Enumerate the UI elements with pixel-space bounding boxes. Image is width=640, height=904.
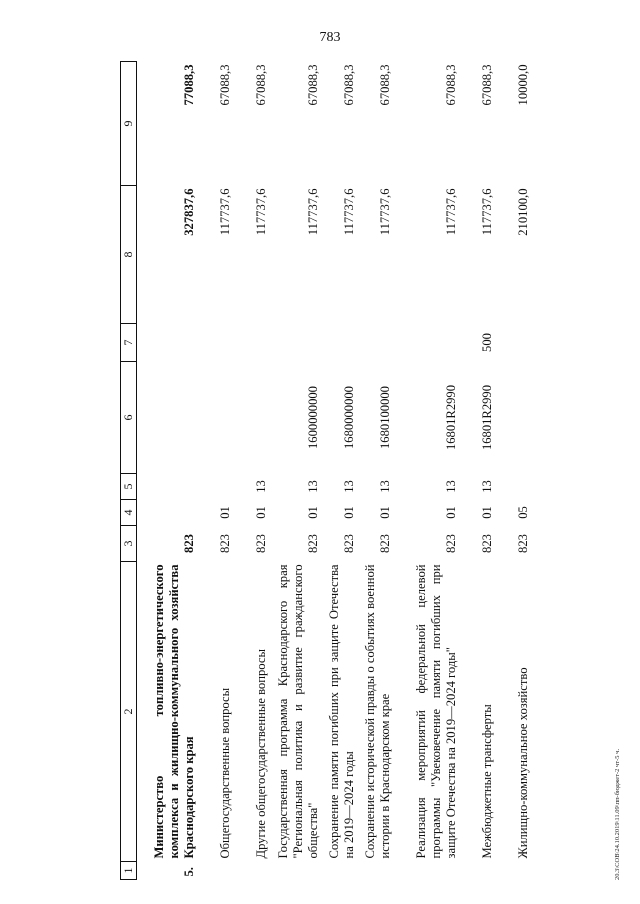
row-number	[324, 862, 360, 880]
row-code-7: 500	[480, 333, 495, 352]
row-name: Межбюджетные трансферты	[480, 704, 495, 859]
row-code-3: 823	[516, 534, 531, 553]
row-code-4: 01	[378, 506, 393, 519]
row-code-6: 16801R2990	[444, 384, 459, 451]
row-code-5: 13	[480, 480, 495, 493]
column-header: 8	[121, 186, 137, 324]
row-code-4: 01	[218, 506, 233, 519]
row-code-6: 16801R2990	[480, 384, 495, 451]
row-code-5: 13	[444, 480, 459, 493]
row-code-7	[360, 324, 396, 362]
row-amount-9: 10000,0	[516, 64, 531, 106]
row-amount-9: 67088,3	[341, 64, 356, 106]
table-row	[237, 62, 273, 880]
row-code-6	[237, 362, 273, 474]
row-amount-8: 117737,6	[480, 188, 495, 236]
row-code-6	[201, 362, 237, 474]
table-row	[462, 62, 498, 880]
row-code-7	[324, 324, 360, 362]
row-code-5: 13	[341, 480, 356, 493]
row-name: Жилищно-коммунальное хозяйство	[516, 667, 531, 859]
row-amount-9: 67088,3	[378, 64, 393, 106]
row-code-4: 01	[480, 506, 495, 519]
row-amount-9: 67088,3	[254, 64, 269, 106]
row-code-6: 1600000000	[305, 386, 320, 449]
row-code-5	[137, 474, 201, 500]
page-number: 783	[319, 30, 341, 45]
row-number	[201, 862, 237, 880]
row-name: Другие общегосударственные вопросы	[254, 649, 269, 859]
table-header-row	[121, 62, 137, 880]
row-code-6: 1680100000	[378, 386, 393, 449]
table-row	[137, 62, 201, 880]
row-code-3: 823	[480, 534, 495, 553]
row-amount-8: 117737,6	[378, 188, 393, 236]
row-amount-9: 67088,3	[444, 64, 459, 106]
column-header: 3	[121, 526, 137, 562]
column-header: 7	[121, 324, 137, 362]
row-code-7	[237, 324, 273, 362]
row-amount-9: 77088,3	[182, 64, 197, 106]
row-code-3: 823	[341, 534, 356, 553]
row-number	[273, 862, 324, 880]
row-amount-8: 117737,6	[444, 188, 459, 236]
row-amount-8: 117737,6	[305, 188, 320, 236]
row-number	[396, 862, 462, 880]
row-number	[462, 862, 498, 880]
table-row	[324, 62, 360, 880]
row-code-3: 823	[444, 534, 459, 553]
row-code-5	[201, 474, 237, 500]
row-name: Государственная программа Краснодарского края "Региональная политика и развитие гражданского общества"	[275, 564, 320, 859]
row-code-7	[396, 324, 462, 362]
row-amount-8: 117737,6	[254, 188, 269, 236]
row-code-5: 13	[254, 480, 269, 493]
row-code-3: 823	[378, 534, 393, 553]
budget-table-container	[120, 62, 604, 880]
row-name: Реализация мероприятий федеральной целевой программы "Увековечение памяти погибших при защите Отечества на 2019—2024 годы"	[413, 564, 459, 859]
row-code-7	[273, 324, 324, 362]
row-number: 5.	[182, 867, 197, 877]
document-footer-code: 20.3\СОВ\24.10.2019\11.09\пп-бюджет-2 чт-5 ч.	[614, 748, 621, 880]
row-number	[498, 862, 534, 880]
column-header: 1	[121, 862, 137, 880]
row-code-3: 823	[305, 534, 320, 553]
row-code-5	[498, 474, 534, 500]
row-code-7	[498, 324, 534, 362]
row-code-7	[201, 324, 237, 362]
row-amount-9: 67088,3	[305, 64, 320, 106]
row-code-3: 823	[254, 534, 269, 553]
row-code-4: 01	[444, 506, 459, 519]
row-code-6: 1680000000	[341, 386, 356, 449]
row-code-7	[137, 324, 201, 362]
row-code-6	[137, 362, 201, 474]
row-code-4	[137, 500, 201, 526]
row-name: Министерство топливно-энергетического комплекса и жилищно-коммунального хозяйства Краснодарского края	[152, 564, 197, 859]
row-code-5: 13	[378, 480, 393, 493]
row-amount-8: 117737,6	[341, 188, 356, 236]
row-amount-9: 67088,3	[218, 64, 233, 106]
row-code-3: 823	[218, 534, 233, 553]
table-row	[396, 62, 462, 880]
row-code-6	[498, 362, 534, 474]
row-name: Сохранение памяти погибших при защите Отечества на 2019—2024 годы	[326, 564, 356, 859]
row-name: Общегосударственные вопросы	[218, 687, 233, 859]
row-code-4: 01	[341, 506, 356, 519]
row-amount-8: 210100,0	[516, 188, 531, 236]
column-header: 4	[121, 500, 137, 526]
row-code-4: 01	[254, 506, 269, 519]
table-row	[360, 62, 396, 880]
row-amount-8: 327837,6	[182, 188, 197, 236]
column-header: 5	[121, 474, 137, 500]
row-amount-8: 117737,6	[218, 188, 233, 236]
row-number	[360, 862, 396, 880]
row-code-5: 13	[305, 480, 320, 493]
row-code-4: 05	[516, 506, 531, 519]
row-number	[237, 862, 273, 880]
table-row	[498, 62, 534, 880]
row-name: Сохранение исторической правды о событиях военной истории в Краснодарском крае	[363, 564, 393, 859]
row-code-4: 01	[305, 506, 320, 519]
column-header: 9	[121, 62, 137, 186]
row-amount-9: 67088,3	[480, 64, 495, 106]
table-row	[201, 62, 237, 880]
row-code-3: 823	[182, 534, 197, 553]
table-row	[273, 62, 324, 880]
column-header: 2	[121, 562, 137, 862]
column-header: 6	[121, 362, 137, 474]
budget-table	[120, 61, 534, 880]
